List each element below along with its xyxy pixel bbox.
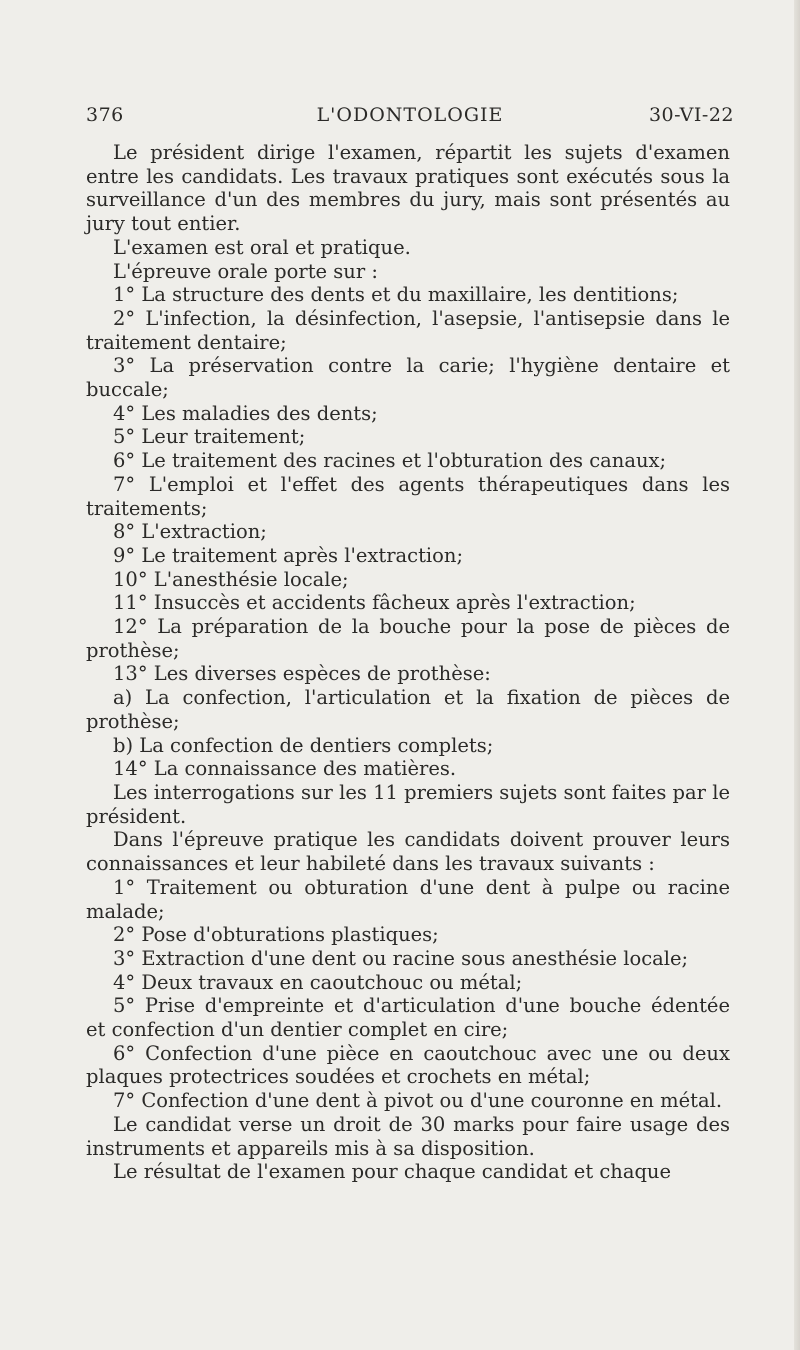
paragraph: 12° La préparation de la bouche pour la pose de pièces de prothèse; [86, 615, 730, 662]
paragraph: L'examen est oral et pratique. [113, 235, 411, 259]
issue-date: 30-VI-22 [648, 104, 734, 126]
paragraph: a) La confection, l'articulation et la fixation de pièces de prothèse; [86, 686, 730, 733]
paragraph: Le candidat verse un droit de 30 marks pour faire usage des instruments et appareils mis à sa disposition. [86, 1112, 730, 1160]
journal-title: L'ODONTOLOGIE [316, 104, 504, 126]
page-number: 376 [86, 104, 124, 126]
paragraph: 5° Prise d'empreinte et d'articulation d'une bouche édentée et confection d'un dentier complet en cire; [86, 994, 730, 1042]
paragraph: 1° La structure des dents et du maxillaire, les dentitions; [113, 283, 679, 307]
paragraph: 8° L'extraction; [113, 520, 267, 544]
running-header [86, 104, 734, 132]
paragraph: L'épreuve orale porte sur : [113, 259, 378, 283]
body-text [86, 141, 730, 1184]
paragraph: 4° Deux travaux en caoutchouc ou métal; [113, 970, 523, 994]
paragraph: Dans l'épreuve pratique les candidats doivent prouver leurs connaissances et leur habileté dans les travaux suivants : [86, 828, 730, 876]
paragraph: 2° Pose d'obturations plastiques; [113, 923, 439, 947]
paragraph: Le président dirige l'examen, répartit les sujets d'examen entre les candidats. Les travaux pratiques sont exécutés sous la surveillance d'un des membres du jury, mais sont présentés au jury tout entier. [86, 141, 730, 236]
paragraph: 6° Le traitement des racines et l'obturation des canaux; [113, 449, 667, 473]
paragraph: 14° La connaissance des matières. [113, 757, 457, 781]
paragraph: Le résultat de l'examen pour chaque candidat et chaque [113, 1160, 672, 1184]
paragraph: 9° Le traitement après l'extraction; [113, 543, 464, 567]
paragraph: 13° Les diverses espèces de prothèse: [113, 662, 491, 686]
page-edge-shadow [794, 0, 800, 1350]
paragraph: 5° Leur traitement; [113, 425, 306, 449]
paragraph: b) La confection de dentiers complets; [113, 733, 494, 757]
paragraph: 7° L'emploi et l'effet des agents thérapeutiques dans les traitements; [86, 472, 730, 520]
paragraph: Les interrogations sur les 11 premiers sujets sont faites par le président. [86, 780, 730, 828]
paragraph: 3° La préservation contre la carie; l'hygiène dentaire et buccale; [86, 354, 730, 402]
paragraph: 3° Extraction d'une dent ou racine sous anesthésie locale; [113, 946, 689, 970]
paragraph: 7° Confection d'une dent à pivot ou d'une couronne en métal. [113, 1089, 723, 1113]
paragraph: 4° Les maladies des dents; [113, 401, 378, 425]
paragraph: 6° Confection d'une pièce en caoutchouc avec une ou deux plaques protectrices soudées et crochets en métal; [86, 1041, 730, 1089]
paragraph: 10° L'anesthésie locale; [113, 567, 349, 591]
paragraph: 11° Insuccès et accidents fâcheux après l'extraction; [113, 591, 636, 615]
paragraph: 1° Traitement ou obturation d'une dent à pulpe ou racine malade; [86, 875, 730, 923]
paragraph: 2° L'infection, la désinfection, l'asepsie, l'antisepsie dans le traitement dentaire; [86, 306, 730, 354]
